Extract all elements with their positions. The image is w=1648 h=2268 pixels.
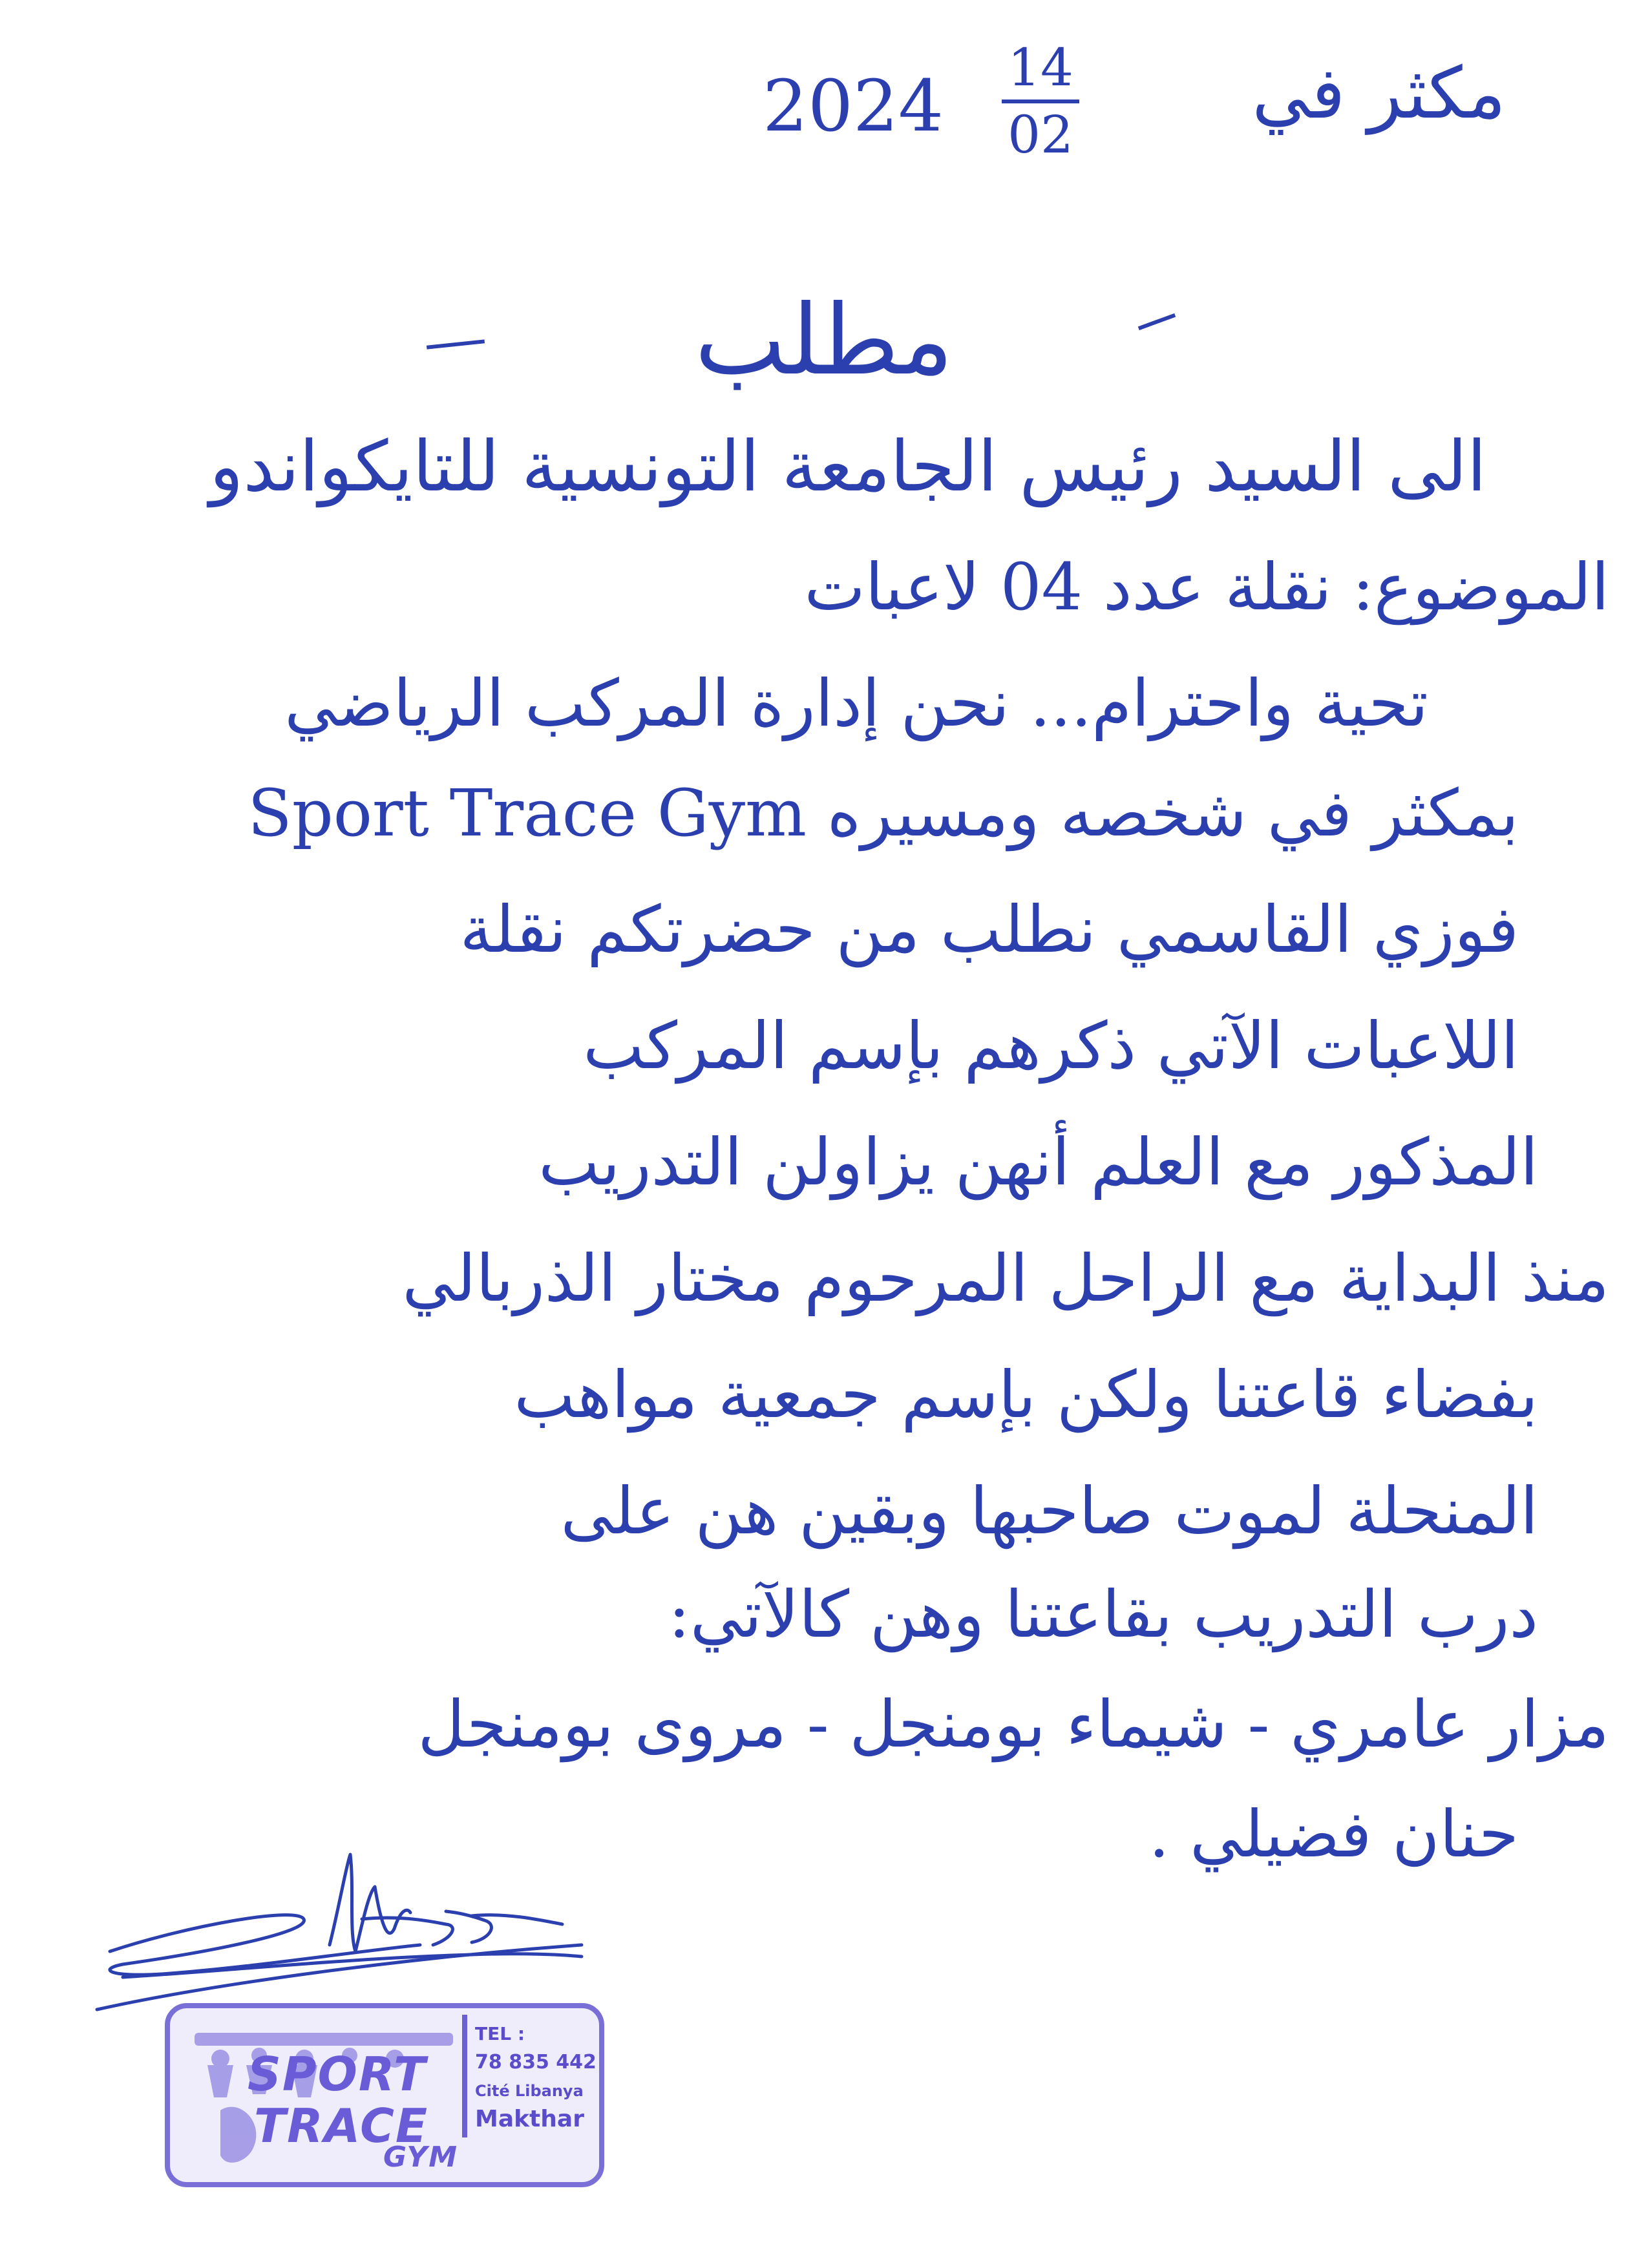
stamp-divider bbox=[462, 2015, 467, 2137]
body-line: المذكور مع العلم أنهن يزاولن التدريب bbox=[538, 1124, 1538, 1200]
date-day-month bbox=[995, 39, 1086, 164]
body-line: بفضاء قاعتنا ولكن بإسم جمعية مواهب bbox=[514, 1357, 1538, 1433]
player-names-line: مزار عامري - شيماء بومنجل - مروى بومنجل bbox=[417, 1686, 1609, 1762]
date-fraction-bar bbox=[1002, 100, 1079, 103]
stamp-word-sport: SPORT bbox=[248, 2047, 427, 2101]
date-place: مكثر في bbox=[1252, 52, 1506, 134]
date-month: 02 bbox=[1008, 105, 1073, 165]
subject-line: الموضوع: نقلة عدد 04 لاعبات bbox=[804, 549, 1609, 625]
stamp-tel-label: TEL : bbox=[475, 2023, 525, 2044]
gym-stamp bbox=[165, 2003, 604, 2187]
body-line: فوزي القاسمي نطلب من حضرتكم نقلة bbox=[460, 892, 1519, 967]
player-names-line: حنان فضيلي . bbox=[1148, 1796, 1519, 1872]
date-year: 2024 bbox=[763, 65, 944, 147]
body-line: المنحلة لموت صاحبها وبقين هن على bbox=[560, 1473, 1538, 1549]
body-line: درب التدريب بقاعتنا وهن كالآتي: bbox=[668, 1577, 1538, 1652]
body-line: اللاعبات الآتي ذكرهم بإسم المركب bbox=[583, 1008, 1519, 1084]
body-line: تحية واحترام... نحن إدارة المركب الرياضي bbox=[284, 666, 1428, 741]
stamp-address: Cité Libanya bbox=[475, 2082, 584, 2100]
body-line: منذ البداية مع الراحل المرحوم مختار الذربالي bbox=[402, 1241, 1609, 1316]
recipient-line: الى السيد رئيس الجامعة التونسية للتايكواندو bbox=[209, 426, 1486, 507]
date-day: 14 bbox=[1008, 37, 1073, 98]
stamp-word-gym: GYM bbox=[383, 2141, 458, 2174]
stamp-phone: 78 835 442 bbox=[475, 2051, 597, 2074]
stamp-contact bbox=[475, 2020, 598, 2134]
body-line: Sport Trace Gym بمكثر في شخصه ومسيره bbox=[248, 775, 1519, 851]
stamp-city: Makthar bbox=[475, 2106, 584, 2132]
signature bbox=[84, 1848, 595, 2016]
date-header bbox=[763, 39, 1506, 168]
stamp-word-trace: TRACE bbox=[254, 2099, 429, 2153]
letter-title: مطلب bbox=[694, 284, 954, 397]
